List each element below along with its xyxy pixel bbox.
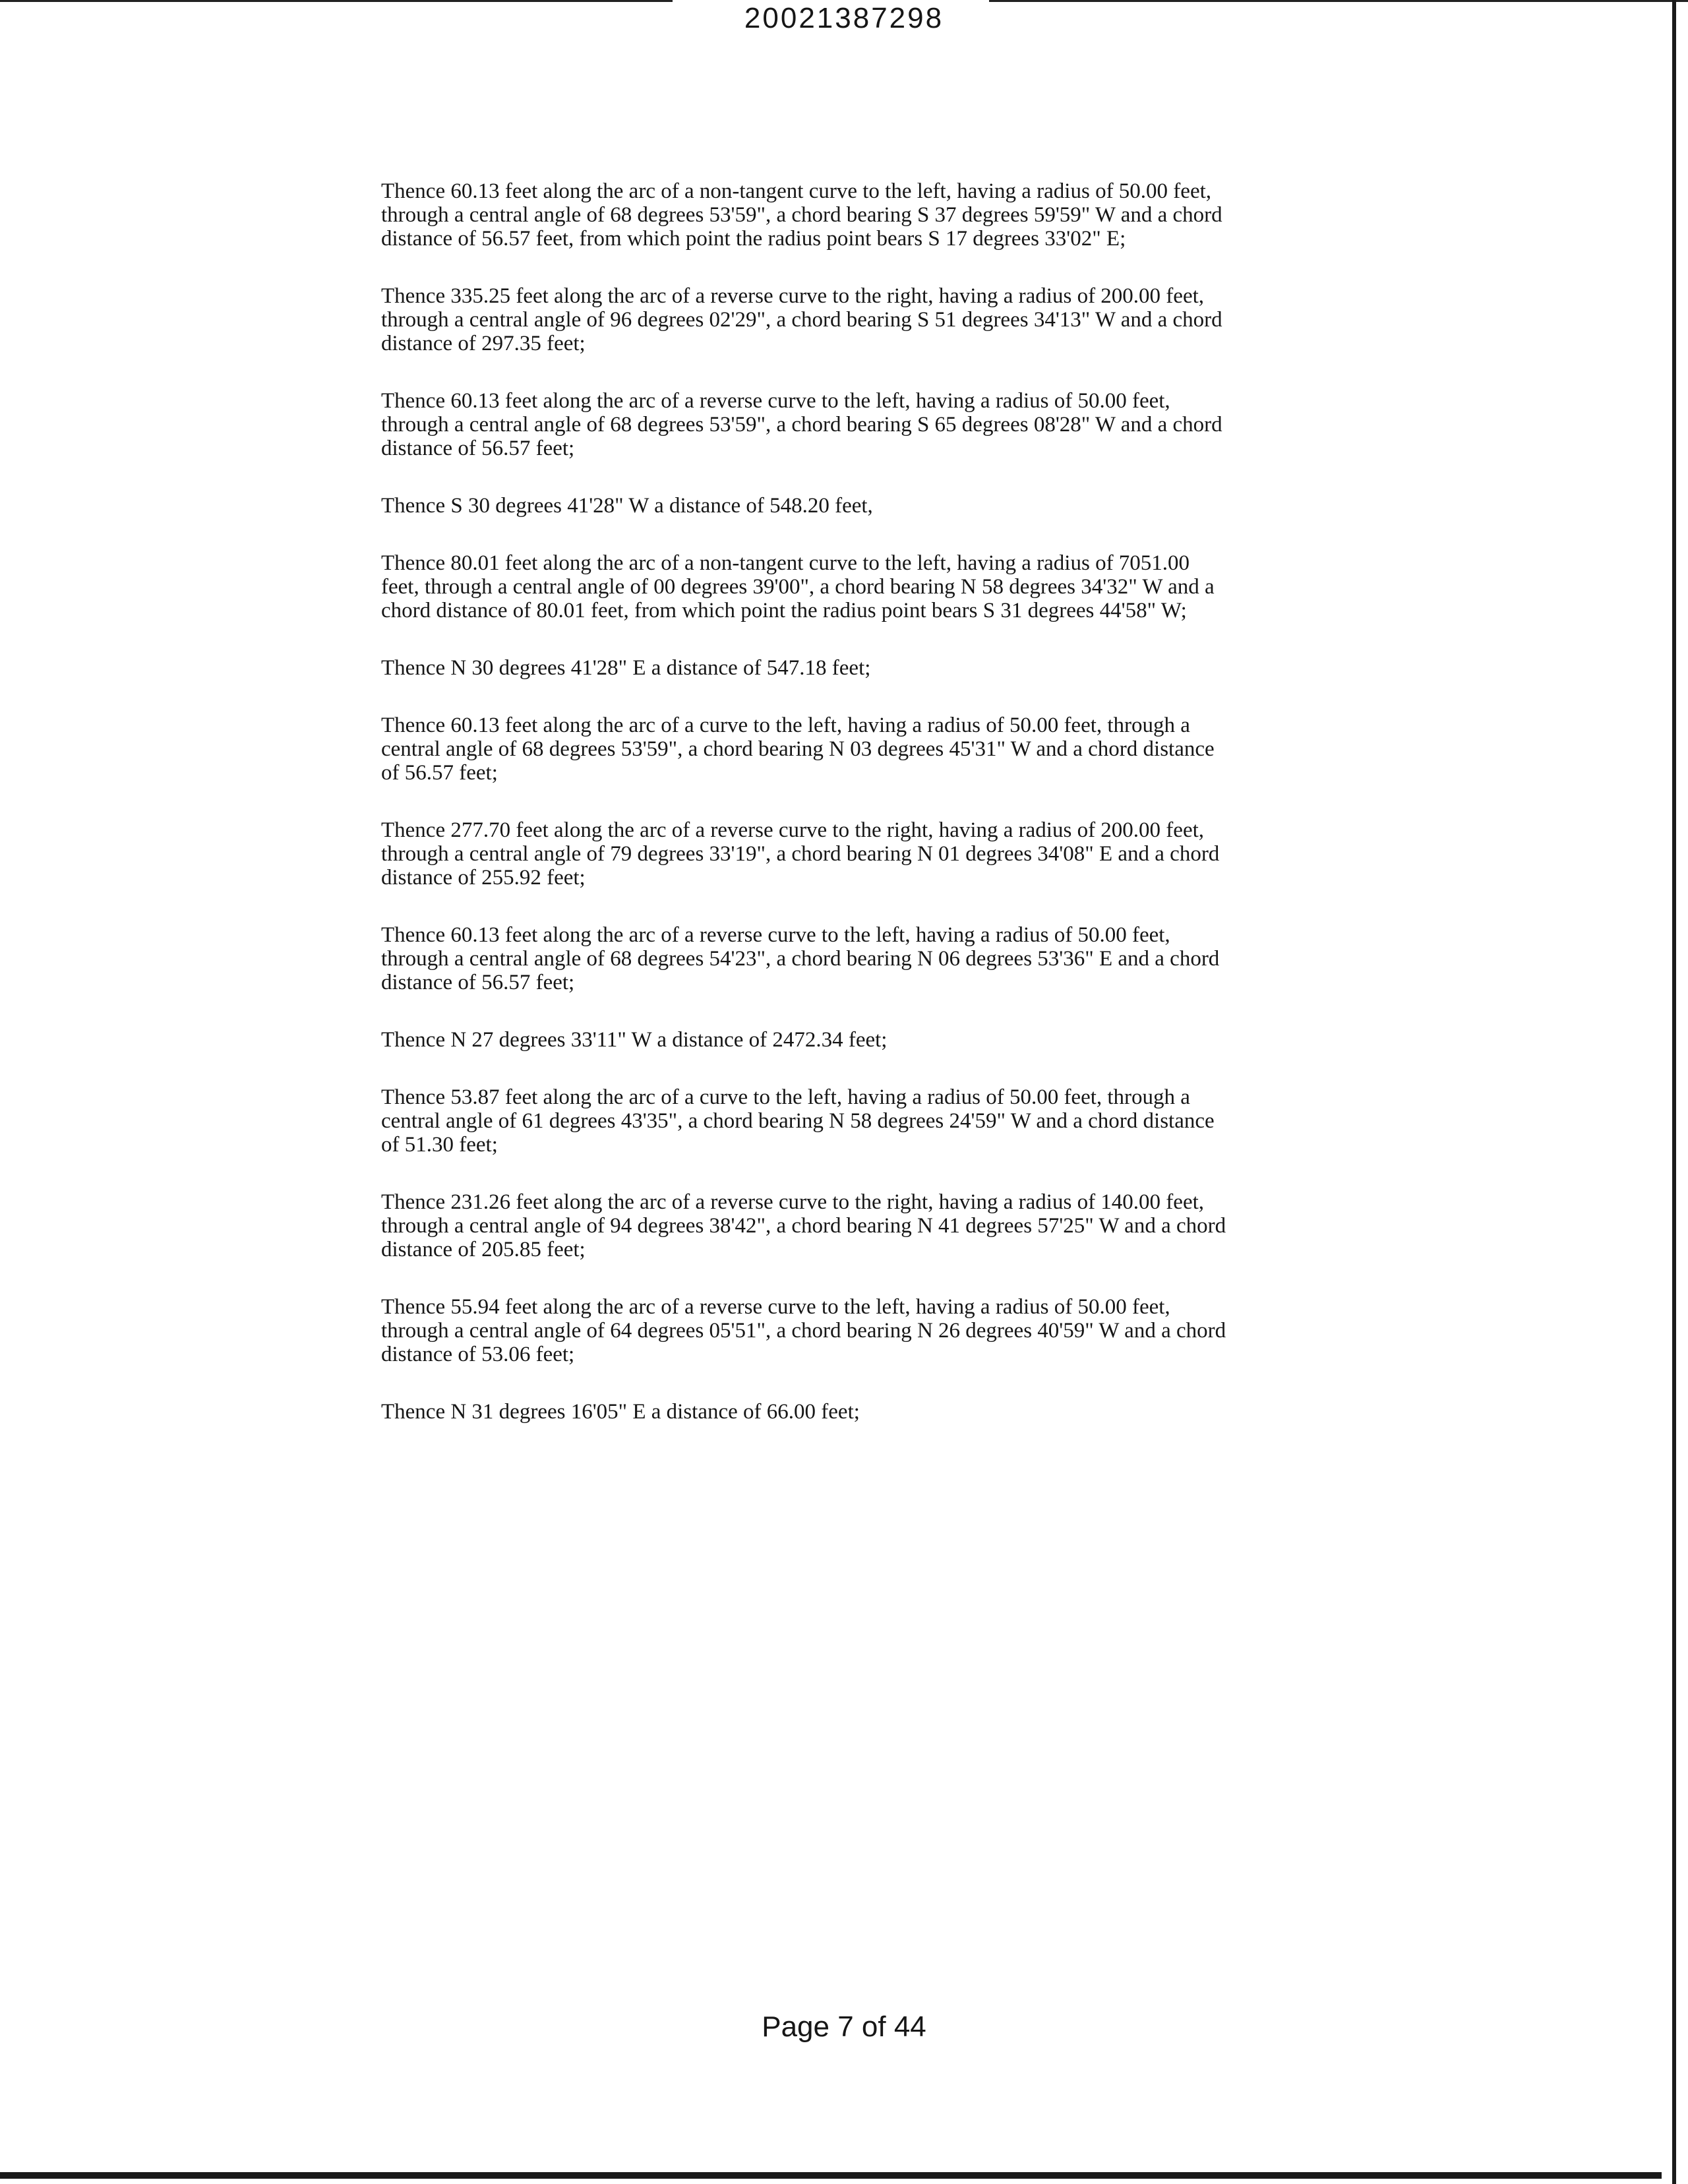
paragraph-line: distance of 56.57 feet; bbox=[381, 437, 575, 460]
paragraph bbox=[381, 1400, 1370, 1424]
page-number-footer: Page 7 of 44 bbox=[762, 2011, 926, 2043]
paragraph-line: distance of 56.57 feet, from which point the radius point bears S 17 degrees 33'02" E; bbox=[381, 227, 1126, 251]
paragraph-line: through a central angle of 68 degrees 54'23", a chord bearing N 06 degrees 53'36" E and a chord bbox=[381, 947, 1220, 971]
scan-edge-top-right bbox=[989, 0, 1688, 2]
paragraph bbox=[381, 1085, 1370, 1157]
paragraph-line: Thence N 31 degrees 16'05" E a distance of 66.00 feet; bbox=[381, 1400, 860, 1424]
paragraph-line: distance of 53.06 feet; bbox=[381, 1343, 575, 1366]
paragraph-line: Thence 60.13 feet along the arc of a reverse curve to the left, having a radius of 50.00 feet, bbox=[381, 923, 1170, 947]
paragraph bbox=[381, 923, 1370, 994]
paragraph-line: Thence 60.13 feet along the arc of a reverse curve to the left, having a radius of 50.00 feet, bbox=[381, 389, 1170, 413]
paragraph-line: distance of 297.35 feet; bbox=[381, 332, 586, 355]
scan-edge-top-left bbox=[0, 0, 673, 2]
paragraph-line: through a central angle of 64 degrees 05'51", a chord bearing N 26 degrees 40'59" W and a chord bbox=[381, 1319, 1226, 1343]
paragraph bbox=[381, 1190, 1370, 1261]
paragraph-line: Thence N 30 degrees 41'28" E a distance of 547.18 feet; bbox=[381, 656, 871, 680]
paragraph-line: of 51.30 feet; bbox=[381, 1133, 498, 1157]
paragraph bbox=[381, 818, 1370, 890]
paragraph bbox=[381, 1295, 1370, 1366]
paragraph-line: Thence N 27 degrees 33'11" W a distance of 2472.34 feet; bbox=[381, 1028, 888, 1052]
paragraph-line: through a central angle of 79 degrees 33'19", a chord bearing N 01 degrees 34'08" E and a chord bbox=[381, 842, 1220, 866]
paragraph-line: distance of 56.57 feet; bbox=[381, 971, 575, 994]
paragraph-line: through a central angle of 94 degrees 38'42", a chord bearing N 41 degrees 57'25" W and a chord bbox=[381, 1214, 1226, 1238]
paragraph-line: Thence 55.94 feet along the arc of a reverse curve to the left, having a radius of 50.00 feet, bbox=[381, 1295, 1170, 1319]
paragraph bbox=[381, 284, 1370, 355]
paragraph-line: Thence 53.87 feet along the arc of a curve to the left, having a radius of 50.00 feet, through a bbox=[381, 1085, 1190, 1109]
paragraph-line: of 56.57 feet; bbox=[381, 761, 498, 785]
document-number: 20021387298 bbox=[744, 2, 944, 34]
paragraph bbox=[381, 656, 1370, 680]
legal-description-body bbox=[381, 179, 1370, 1457]
paragraph-line: Thence 335.25 feet along the arc of a reverse curve to the right, having a radius of 200.00 feet, bbox=[381, 284, 1205, 308]
paragraph-line: Thence 277.70 feet along the arc of a reverse curve to the right, having a radius of 200.00 feet, bbox=[381, 818, 1205, 842]
paragraph bbox=[381, 713, 1370, 785]
paragraph-line: distance of 205.85 feet; bbox=[381, 1238, 586, 1261]
paragraph-line: central angle of 68 degrees 53'59", a chord bearing N 03 degrees 45'31" W and a chord distance bbox=[381, 737, 1215, 761]
paragraph-line: Thence 60.13 feet along the arc of a non-tangent curve to the left, having a radius of 50.00 feet, bbox=[381, 179, 1212, 203]
paragraph-line: central angle of 61 degrees 43'35", a chord bearing N 58 degrees 24'59" W and a chord distance bbox=[381, 1109, 1215, 1133]
paragraph-line: Thence 60.13 feet along the arc of a curve to the left, having a radius of 50.00 feet, through a bbox=[381, 713, 1190, 737]
paragraph bbox=[381, 179, 1370, 251]
paragraph-line: through a central angle of 68 degrees 53'59", a chord bearing S 37 degrees 59'59" W and a chord bbox=[381, 203, 1222, 227]
paragraph-line: Thence 231.26 feet along the arc of a reverse curve to the right, having a radius of 140.00 feet, bbox=[381, 1190, 1205, 1214]
paragraph bbox=[381, 551, 1370, 622]
paragraph-line: chord distance of 80.01 feet, from which point the radius point bears S 31 degrees 44'58" W; bbox=[381, 599, 1187, 622]
paragraph-line: through a central angle of 68 degrees 53'59", a chord bearing S 65 degrees 08'28" W and a chord bbox=[381, 413, 1222, 437]
paragraph bbox=[381, 494, 1370, 518]
scan-edge-bottom bbox=[0, 2172, 1662, 2179]
paragraph bbox=[381, 389, 1370, 460]
paragraph-line: feet, through a central angle of 00 degrees 39'00", a chord bearing N 58 degrees 34'32" W and a bbox=[381, 575, 1215, 599]
paragraph-line: through a central angle of 96 degrees 02'29", a chord bearing S 51 degrees 34'13" W and a chord bbox=[381, 308, 1222, 332]
paragraph-line: Thence S 30 degrees 41'28" W a distance of 548.20 feet, bbox=[381, 494, 873, 518]
paragraph bbox=[381, 1028, 1370, 1052]
paragraph-line: Thence 80.01 feet along the arc of a non-tangent curve to the left, having a radius of 7051.00 bbox=[381, 551, 1190, 575]
scan-edge-right bbox=[1672, 0, 1676, 2184]
paragraph-line: distance of 255.92 feet; bbox=[381, 866, 586, 890]
